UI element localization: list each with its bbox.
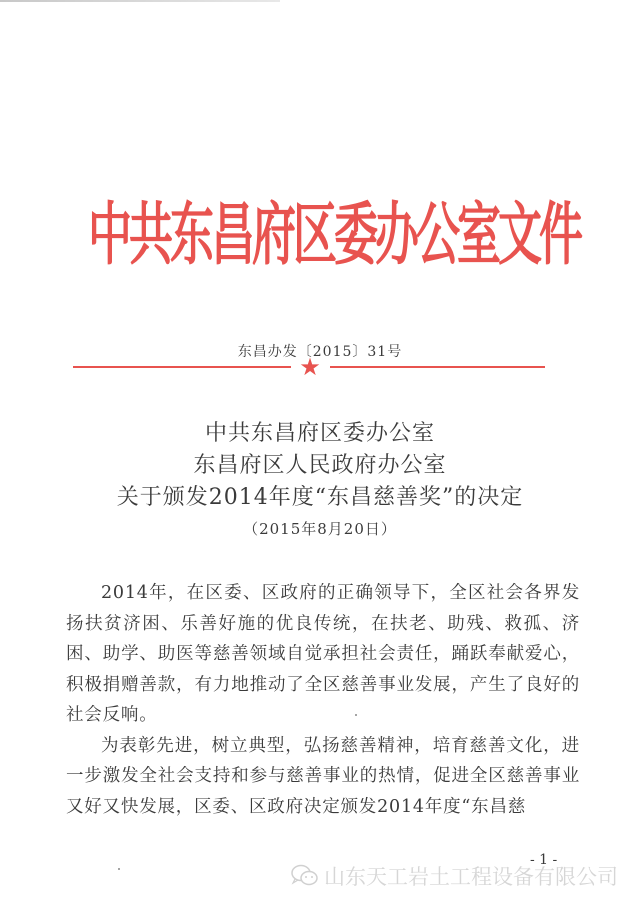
document-number: 东昌办发〔2015〕31号 (237, 344, 403, 360)
watermark (290, 862, 618, 890)
document-date: （2015年8月20日） (243, 520, 397, 538)
title-line-issuer-2: 东昌府区人民政府办公室 (193, 453, 447, 478)
page-number: - 1 - (530, 852, 558, 868)
title-line-issuer-1: 中共东昌府区委办公室 (204, 421, 435, 446)
red-divider-left (73, 366, 291, 368)
wechat-icon (290, 863, 320, 889)
title-line-subject: 关于颁发2014年度“东昌慈善奖”的决定 (116, 485, 524, 510)
scan-speck (355, 714, 357, 716)
document-masthead: 中共东昌府区委办公室文件 (88, 196, 580, 276)
star-icon: ★ (299, 353, 321, 381)
red-divider-right (330, 366, 545, 368)
watermark-text: 山东天工岩土工程设备有限公司 (324, 865, 618, 889)
body-paragraph: 为表彰先进，树立典型，弘扬慈善精神，培育慈善文化，进一步激发全社会支持和参与慈善事业的热情，促进全区慈善事业又好又快发展，区委、区政府决定颁发2014年度“东昌慈 (66, 735, 580, 817)
scan-speck (118, 868, 120, 870)
document-title (0, 418, 640, 542)
body-paragraph: 2014年，在区委、区政府的正确领导下，全区社会各界发扬扶贫济困、乐善好施的优良传统，在扶老、助残、救孤、济困、助学、助医等慈善领域自觉承担社会责任，踊跃奉献爱心，积极捐赠善款，有力地推动了全区慈善事业发展，产生了良好的社会反响。 (66, 583, 580, 725)
document-body (66, 578, 580, 822)
scan-top-edge (0, 0, 280, 2)
